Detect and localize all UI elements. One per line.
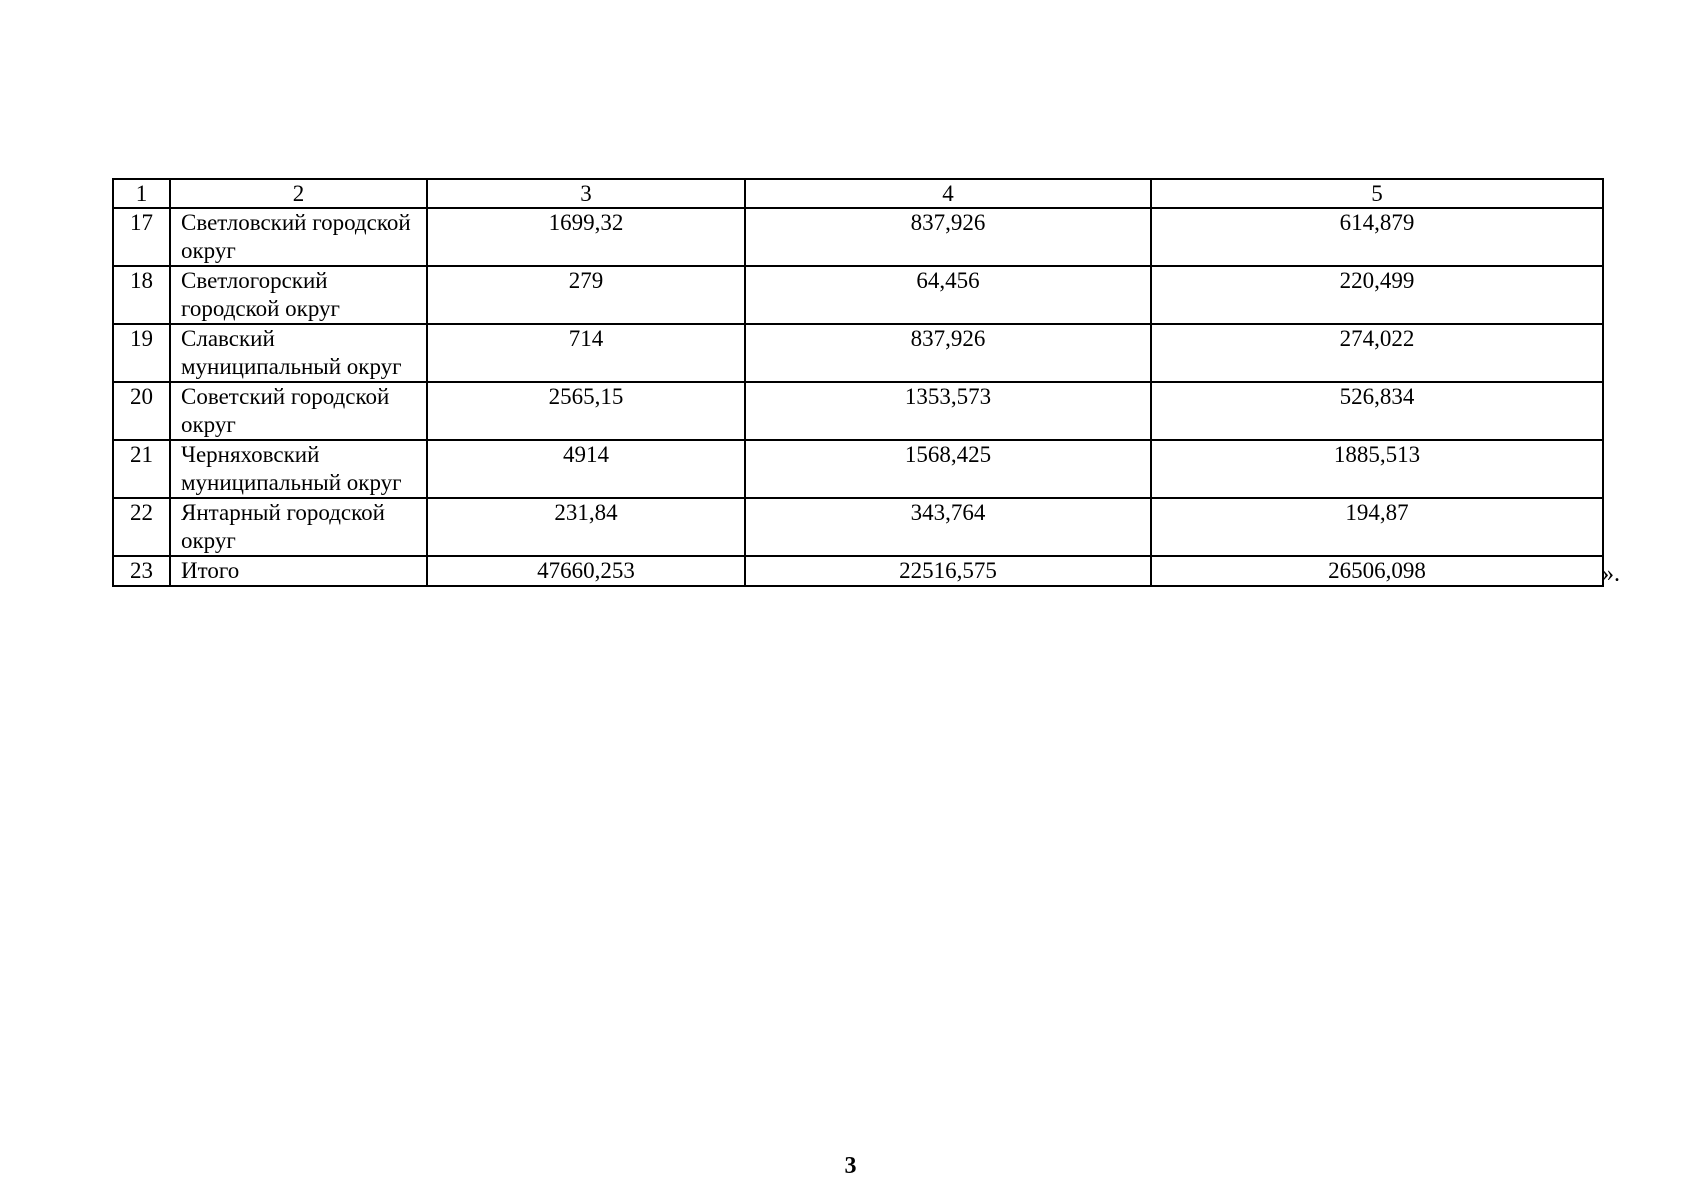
row-number: 21: [113, 440, 170, 498]
column-number-2: 2: [170, 179, 427, 208]
row-value-col5: 194,87: [1151, 498, 1603, 556]
row-name: Янтарный городской округ: [170, 498, 427, 556]
row-value-col3: 2565,15: [427, 382, 745, 440]
table-row: [113, 382, 1603, 440]
table-row: [113, 440, 1603, 498]
row-number: 22: [113, 498, 170, 556]
row-value-col5: 526,834: [1151, 382, 1603, 440]
table-row: [113, 324, 1603, 382]
row-number: 19: [113, 324, 170, 382]
row-number: 20: [113, 382, 170, 440]
page-number: 3: [844, 1153, 857, 1179]
row-value-col4: 1568,425: [745, 440, 1151, 498]
row-name: Славский муниципальный округ: [170, 324, 427, 382]
closing-quote: ».: [1602, 561, 1620, 587]
row-value-col4: 1353,573: [745, 382, 1151, 440]
table-row: [113, 498, 1603, 556]
row-value-col4: 837,926: [745, 324, 1151, 382]
row-value-col3: 4914: [427, 440, 745, 498]
table-header-row: [113, 179, 1603, 208]
total-value-col3: 47660,253: [427, 556, 745, 586]
total-label: Итого: [170, 556, 427, 586]
row-name: Черняховский муниципальный округ: [170, 440, 427, 498]
column-number-4: 4: [745, 179, 1151, 208]
row-value-col5: 614,879: [1151, 208, 1603, 266]
row-value-col5: 274,022: [1151, 324, 1603, 382]
row-value-col3: 1699,32: [427, 208, 745, 266]
total-value-col4: 22516,575: [745, 556, 1151, 586]
row-name: Светлогорский городской округ: [170, 266, 427, 324]
data-table-container: [112, 178, 1602, 587]
row-value-col5: 1885,513: [1151, 440, 1603, 498]
row-number: 17: [113, 208, 170, 266]
row-value-col3: 279: [427, 266, 745, 324]
row-name: Советский городской округ: [170, 382, 427, 440]
column-number-1: 1: [113, 179, 170, 208]
table-row: [113, 266, 1603, 324]
total-value-col5: 26506,098: [1151, 556, 1603, 586]
total-number: 23: [113, 556, 170, 586]
row-value-col5: 220,499: [1151, 266, 1603, 324]
column-number-3: 3: [427, 179, 745, 208]
table-total-row: [113, 556, 1603, 586]
row-value-col3: 231,84: [427, 498, 745, 556]
column-number-5: 5: [1151, 179, 1603, 208]
row-value-col4: 343,764: [745, 498, 1151, 556]
table-row: [113, 208, 1603, 266]
row-name: Светловский городской округ: [170, 208, 427, 266]
row-number: 18: [113, 266, 170, 324]
row-value-col3: 714: [427, 324, 745, 382]
row-value-col4: 837,926: [745, 208, 1151, 266]
data-table: [112, 178, 1604, 587]
row-value-col4: 64,456: [745, 266, 1151, 324]
